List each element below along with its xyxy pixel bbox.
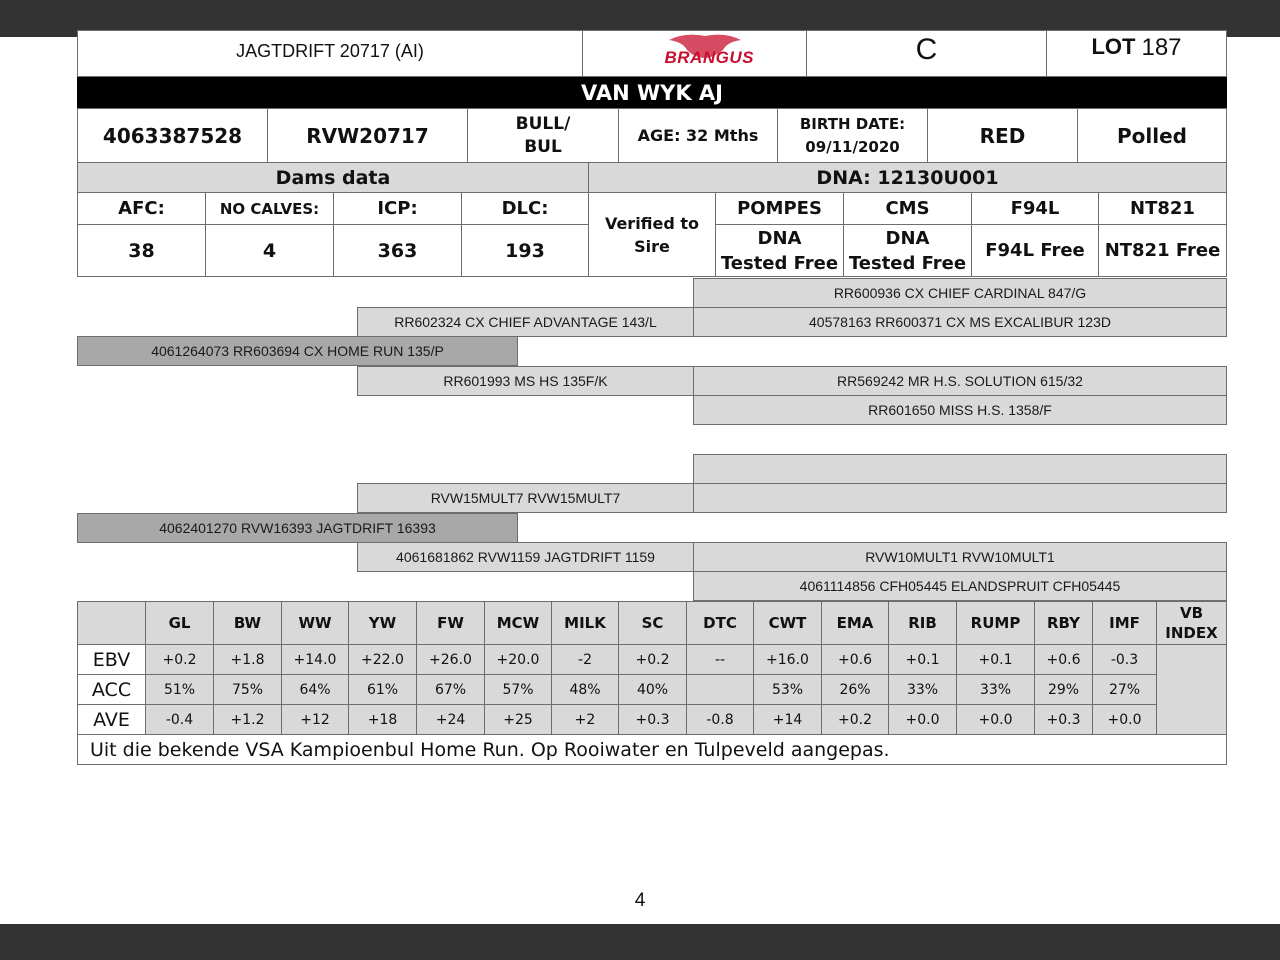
stats-acc-rib-text: 33% xyxy=(906,681,939,698)
stats-ave-milk-text: +2 xyxy=(574,711,596,728)
cms-value-cell xyxy=(843,224,972,277)
stats-header-fw-text: FW xyxy=(437,614,464,632)
pedigree-dam xyxy=(77,513,518,543)
ped-sds-text: RR569242 MR H.S. SOLUTION 615/32 xyxy=(837,373,1083,389)
pedigree-sire-dam-dam xyxy=(693,395,1227,425)
stats-header-rump xyxy=(956,601,1035,645)
pedigree-dam-dam-sire xyxy=(693,542,1227,572)
ped-sdd-text: RR601650 MISS H.S. 1358/F xyxy=(868,402,1052,418)
vb-index-value-cell xyxy=(1156,644,1227,735)
afc-header xyxy=(77,192,206,225)
stats-acc-rib xyxy=(888,674,957,705)
lot-cell xyxy=(1046,30,1227,77)
stats-corner-cell xyxy=(77,601,146,645)
stats-header-ww-text: WW xyxy=(298,614,332,632)
stats-ave-rump-text: +0.0 xyxy=(978,711,1013,728)
stats-ebv-rib xyxy=(888,644,957,675)
cms-label: CMS xyxy=(885,198,930,219)
vb-index-vb-line1: VB xyxy=(1179,604,1204,622)
stats-header-milk-text: MILK xyxy=(564,614,606,632)
dams-data-title: Dams data xyxy=(275,166,391,189)
ped-sd-text: RR601993 MS HS 135F/K xyxy=(443,373,608,389)
icp-value-cell xyxy=(333,224,462,277)
stats-ave-rby-text: +0.3 xyxy=(1046,711,1081,728)
reg-number-cell xyxy=(267,108,468,163)
f94l-value: F94L Free xyxy=(985,240,1085,261)
stats-row-label-acc xyxy=(77,674,146,705)
stats-header-rump-text: RUMP xyxy=(970,614,1021,632)
stats-ebv-cwt xyxy=(753,644,822,675)
pompes-value-line2: Tested Free xyxy=(720,252,839,274)
stats-acc-sc-text: 40% xyxy=(636,681,669,698)
stats-ave-ema xyxy=(821,704,889,735)
stats-ave-ema-text: +0.2 xyxy=(838,711,872,728)
stats-acc-ema-text: 26% xyxy=(839,681,871,698)
pedigree-sire-sire-sire xyxy=(693,278,1227,308)
stats-header-mcw-text: MCW xyxy=(496,614,540,632)
stats-acc-milk-text: 48% xyxy=(569,681,601,698)
stats-ave-rib-text: +0.0 xyxy=(905,711,940,728)
stats-acc-rby xyxy=(1034,674,1093,705)
stats-acc-imf xyxy=(1092,674,1157,705)
dlc-header xyxy=(461,192,589,225)
ped-ss-text: RR602324 CX CHIEF ADVANTAGE 143/L xyxy=(394,314,657,330)
pedigree-sire-dam xyxy=(357,366,694,396)
viewer-bottom-bar xyxy=(0,924,1280,960)
stats-ebv-mcw xyxy=(484,644,552,675)
stats-ebv-yw xyxy=(348,644,417,675)
verified-line1: Verified to xyxy=(604,213,700,233)
stats-ave-sc xyxy=(618,704,687,735)
sire-name-cell xyxy=(77,30,583,77)
stats-header-bw xyxy=(213,601,282,645)
stats-ave-ww-text: +12 xyxy=(300,711,330,728)
ped-d-text: 4062401270 RVW16393 JAGTDRIFT 16393 xyxy=(159,520,436,536)
stats-ebv-rump-text: +0.1 xyxy=(978,651,1013,668)
stats-acc-rump xyxy=(956,674,1035,705)
page-number-text: 4 xyxy=(634,890,646,911)
pedigree-sire-dam-sire xyxy=(693,366,1227,396)
stats-acc-cwt-text: 53% xyxy=(771,681,804,698)
icp-value: 363 xyxy=(377,239,418,262)
stats-header-bw-text: BW xyxy=(233,614,262,632)
pedigree-sire xyxy=(77,336,518,366)
stats-header-ema xyxy=(821,601,889,645)
stats-ebv-fw xyxy=(416,644,485,675)
stats-ebv-imf xyxy=(1092,644,1157,675)
stats-ave-dtc-text: -0.8 xyxy=(706,711,734,728)
stats-ebv-rby xyxy=(1034,644,1093,675)
cms-value-line1: DNA xyxy=(885,227,930,249)
stats-ave-mcw-text: +25 xyxy=(503,711,533,728)
pedigree-dam-dam xyxy=(357,542,694,572)
dams-data-header xyxy=(77,162,589,193)
icp-label: ICP: xyxy=(377,198,418,219)
stats-header-ema-text: EMA xyxy=(836,614,874,632)
reg-number: RVW20717 xyxy=(306,123,429,148)
nt821-value-cell xyxy=(1098,224,1227,277)
stats-ebv-mcw-text: +20.0 xyxy=(496,651,540,668)
sex-line1: BULL/ xyxy=(515,113,571,134)
pedigree-dam-sire-sire xyxy=(693,454,1227,484)
stats-acc-imf-text: 27% xyxy=(1108,681,1141,698)
f94l-header xyxy=(971,192,1099,225)
stats-ave-bw-text: +1.2 xyxy=(230,711,265,728)
stats-acc-sc xyxy=(618,674,687,705)
stats-ebv-rump xyxy=(956,644,1035,675)
stats-header-dtc-text: DTC xyxy=(703,614,737,632)
stats-acc-gl-text: 51% xyxy=(163,681,196,698)
sire-name: JAGTDRIFT 20717 (AI) xyxy=(236,41,424,61)
stats-ebv-sc xyxy=(618,644,687,675)
stats-acc-yw-text: 61% xyxy=(366,681,399,698)
stats-ave-yw-text: +18 xyxy=(367,711,398,728)
pedigree-sire-sire xyxy=(357,307,694,337)
stats-ave-cwt xyxy=(753,704,822,735)
stats-header-gl xyxy=(145,601,214,645)
stats-ebv-yw-text: +22.0 xyxy=(361,651,404,668)
stats-header-rby-text: RBY xyxy=(1046,614,1081,632)
stats-header-ww xyxy=(281,601,349,645)
stats-ave-gl xyxy=(145,704,214,735)
page-number xyxy=(600,888,680,914)
stats-row-label-ebv-text: EBV xyxy=(92,648,131,671)
no-calves-value-cell xyxy=(205,224,334,277)
nt821-value: NT821 Free xyxy=(1104,240,1221,261)
pompes-label: POMPES xyxy=(737,198,822,219)
stats-acc-mcw-text: 57% xyxy=(502,681,534,698)
stats-acc-mcw xyxy=(484,674,552,705)
birth-date-cell xyxy=(777,108,928,163)
stats-ebv-bw-text: +1.8 xyxy=(230,651,265,668)
pedigree-dam-sire-dam xyxy=(693,483,1227,513)
f94l-label: F94L xyxy=(1010,198,1060,219)
vb-index-header xyxy=(1156,601,1227,645)
stats-acc-cwt xyxy=(753,674,822,705)
stats-ave-dtc xyxy=(686,704,754,735)
stats-row-label-ave-text: AVE xyxy=(93,708,130,731)
horn-status: Polled xyxy=(1117,123,1187,148)
pompes-header xyxy=(715,192,844,225)
stats-header-cwt-text: CWT xyxy=(768,614,807,632)
stats-header-fw xyxy=(416,601,485,645)
stats-acc-rby-text: 29% xyxy=(1047,681,1080,698)
stats-row-label-acc-text: ACC xyxy=(91,678,132,701)
ped-ddd-text: 4061114856 CFH05445 ELANDSPRUIT CFH05445 xyxy=(799,578,1121,594)
stats-ebv-imf-text: -0.3 xyxy=(1110,651,1139,668)
stats-ebv-dtc xyxy=(686,644,754,675)
logo-cell xyxy=(582,30,807,77)
stats-header-milk xyxy=(551,601,619,645)
dlc-label: DLC: xyxy=(501,198,549,219)
age: AGE: 32 Mths xyxy=(637,126,759,145)
stats-acc-bw-text: 75% xyxy=(231,681,264,698)
stats-acc-rump-text: 33% xyxy=(979,681,1012,698)
stats-acc-milk xyxy=(551,674,619,705)
pedigree-dam-dam-dam xyxy=(693,571,1227,601)
ped-s-text: 4061264073 RR603694 CX HOME RUN 135/P xyxy=(151,343,444,359)
stats-ave-milk xyxy=(551,704,619,735)
comment-cell xyxy=(77,734,1227,765)
verified-sire-cell xyxy=(588,192,716,277)
stats-ebv-milk xyxy=(551,644,619,675)
animal-color: RED xyxy=(979,123,1026,148)
pompes-value-line1: DNA xyxy=(757,227,802,249)
ped-ds-text: RVW15MULT7 RVW15MULT7 xyxy=(430,490,621,506)
no-calves-label: NO CALVES: xyxy=(219,199,320,218)
stats-ebv-rib-text: +0.1 xyxy=(905,651,940,668)
stats-ave-sc-text: +0.3 xyxy=(635,711,670,728)
stats-acc-ema xyxy=(821,674,889,705)
birth-date: 09/11/2020 xyxy=(805,137,900,156)
brangus-logo xyxy=(625,30,765,70)
stats-header-cwt xyxy=(753,601,822,645)
ped-sss-text: RR600936 CX CHIEF CARDINAL 847/G xyxy=(833,285,1087,301)
stats-ave-gl-text: -0.4 xyxy=(165,711,194,728)
stats-ebv-sc-text: +0.2 xyxy=(635,651,670,668)
stats-header-gl-text: GL xyxy=(168,614,191,632)
afc-value-cell xyxy=(77,224,206,277)
stats-header-sc xyxy=(618,601,687,645)
ped-dd-text: 4061681862 RVW1159 JAGTDRIFT 1159 xyxy=(396,549,655,565)
pompes-value-cell xyxy=(715,224,844,277)
stats-header-imf-text: IMF xyxy=(1109,614,1140,632)
stats-header-imf xyxy=(1092,601,1157,645)
grade-letter: C xyxy=(915,33,938,66)
horn-cell xyxy=(1077,108,1227,163)
stats-ave-mcw xyxy=(484,704,552,735)
stats-ebv-milk-text: -2 xyxy=(578,651,592,668)
stats-acc-gl xyxy=(145,674,214,705)
sex-line2: BUL xyxy=(524,136,562,157)
dna-title: DNA: 12130U001 xyxy=(816,166,999,189)
stats-row-label-ebv xyxy=(77,644,146,675)
stats-ave-rby xyxy=(1034,704,1093,735)
cms-value-line2: Tested Free xyxy=(848,252,967,274)
stats-row-label-ave xyxy=(77,704,146,735)
stats-ave-rib xyxy=(888,704,957,735)
stats-ebv-gl xyxy=(145,644,214,675)
lot-number: 187 xyxy=(1141,34,1182,61)
dlc-value-cell xyxy=(461,224,589,277)
stats-header-rib-text: RIB xyxy=(908,614,937,632)
dna-header xyxy=(588,162,1227,193)
stats-acc-fw-text: 67% xyxy=(434,681,467,698)
pedigree-sire-sire-dam xyxy=(693,307,1227,337)
breeder-name: VAN WYK AJ xyxy=(581,81,723,105)
stats-acc-dtc xyxy=(686,674,754,705)
nt821-label: NT821 xyxy=(1130,198,1195,219)
stats-acc-ww xyxy=(281,674,349,705)
stats-ebv-ema-text: +0.6 xyxy=(838,651,872,668)
stats-acc-ww-text: 64% xyxy=(299,681,331,698)
stats-header-yw-text: YW xyxy=(368,614,397,632)
nt821-header xyxy=(1098,192,1227,225)
lot-label: LOT xyxy=(1091,34,1136,59)
ped-dds-text: RVW10MULT1 RVW10MULT1 xyxy=(865,549,1055,565)
icp-header xyxy=(333,192,462,225)
dlc-value: 193 xyxy=(505,239,545,262)
stats-ave-rump xyxy=(956,704,1035,735)
stats-ave-imf-text: +0.0 xyxy=(1107,711,1142,728)
stats-ebv-ww xyxy=(281,644,349,675)
stats-acc-bw xyxy=(213,674,282,705)
stats-acc-fw xyxy=(416,674,485,705)
sex-cell xyxy=(467,108,619,163)
stats-header-rby xyxy=(1034,601,1093,645)
stats-ave-fw xyxy=(416,704,485,735)
stats-ave-yw xyxy=(348,704,417,735)
stats-ave-fw-text: +24 xyxy=(435,711,466,728)
color-cell xyxy=(927,108,1078,163)
stats-header-sc-text: SC xyxy=(641,614,664,632)
afc-value: 38 xyxy=(128,239,155,262)
stats-ebv-bw xyxy=(213,644,282,675)
stats-ebv-dtc-text: -- xyxy=(714,651,726,668)
stats-ave-cwt-text: +14 xyxy=(772,711,803,728)
f94l-value-cell xyxy=(971,224,1099,277)
stats-ebv-cwt-text: +16.0 xyxy=(766,651,809,668)
stats-header-dtc xyxy=(686,601,754,645)
birth-label: BIRTH DATE: xyxy=(799,114,906,133)
logo-text: BRANGUS xyxy=(664,47,754,67)
no-calves-header xyxy=(205,192,334,225)
stats-ebv-gl-text: +0.2 xyxy=(162,651,197,668)
stats-ebv-ema xyxy=(821,644,889,675)
stats-ebv-rby-text: +0.6 xyxy=(1046,651,1081,668)
stats-ebv-fw-text: +26.0 xyxy=(429,651,472,668)
id-number-cell xyxy=(77,108,268,163)
stats-ave-imf xyxy=(1092,704,1157,735)
comment-text: Uit die bekende VSA Kampioenbul Home Run. Op Rooiwater en Tulpeveld aangepas. xyxy=(90,738,890,761)
stats-header-mcw xyxy=(484,601,552,645)
grade-cell xyxy=(806,30,1047,77)
stats-header-rib xyxy=(888,601,957,645)
ped-ssd-text: 40578163 RR600371 CX MS EXCALIBUR 123D xyxy=(809,314,1111,330)
stats-ave-bw xyxy=(213,704,282,735)
stats-header-yw xyxy=(348,601,417,645)
age-cell xyxy=(618,108,778,163)
verified-line2: Sire xyxy=(634,236,670,256)
no-calves-value: 4 xyxy=(262,239,277,262)
stats-acc-yw xyxy=(348,674,417,705)
pedigree-dam-sire xyxy=(357,483,694,513)
afc-label: AFC: xyxy=(118,198,165,219)
breeder-banner xyxy=(77,77,1227,109)
vb-index-vb-line2: INDEX xyxy=(1165,624,1218,642)
id-number: 4063387528 xyxy=(102,123,243,148)
cms-header xyxy=(843,192,972,225)
stats-ave-ww xyxy=(281,704,349,735)
stats-ebv-ww-text: +14.0 xyxy=(293,651,337,668)
